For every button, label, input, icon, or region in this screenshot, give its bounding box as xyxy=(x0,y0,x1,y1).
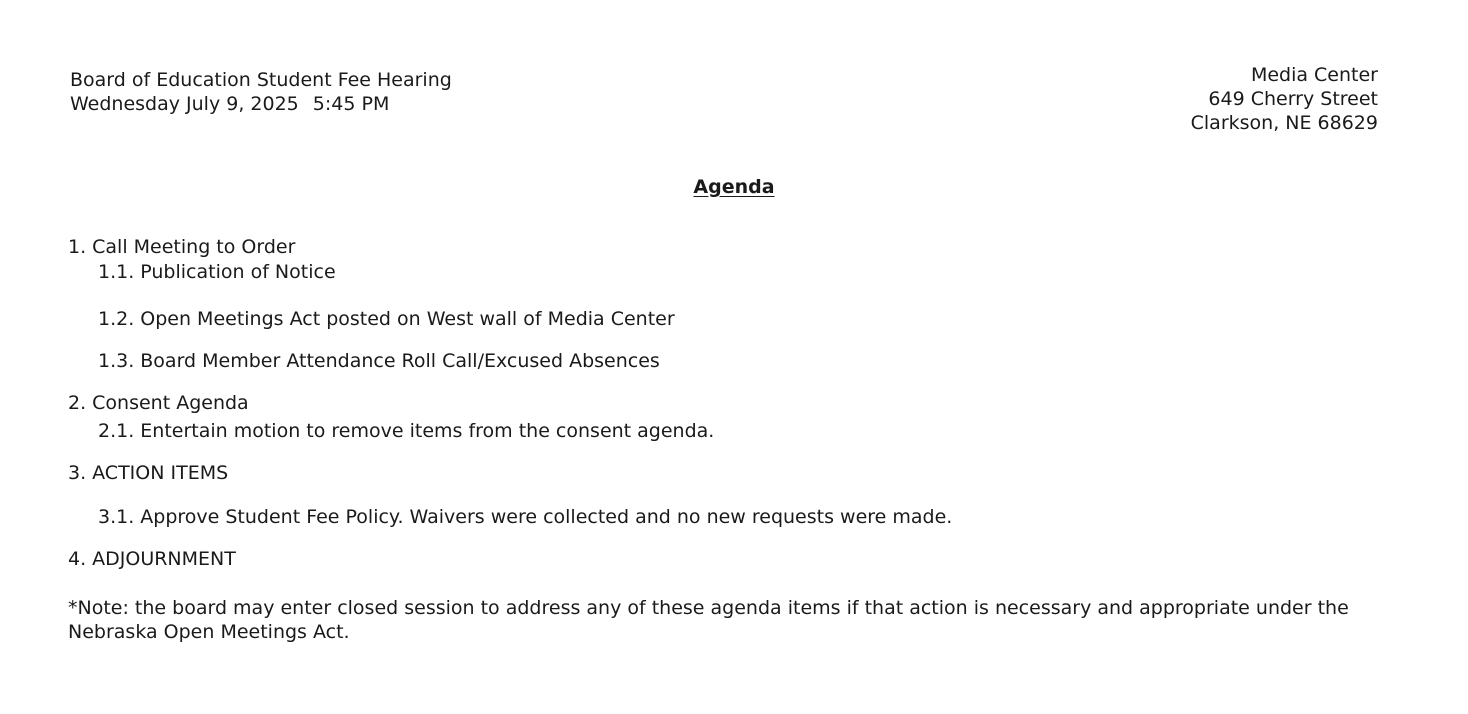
subitem-label: Publication of Notice xyxy=(140,261,336,283)
item-number: 1. xyxy=(68,236,87,258)
item-number: 2. xyxy=(68,392,87,414)
meeting-header xyxy=(70,68,452,116)
agenda-title: Agenda xyxy=(693,176,775,198)
meeting-datetime xyxy=(70,92,452,116)
agenda-subitem-3-1 xyxy=(98,505,952,529)
location-city: Clarkson, NE 68629 xyxy=(1190,112,1378,134)
item-number: 4. xyxy=(68,548,87,570)
item-label: Consent Agenda xyxy=(92,392,249,414)
subitem-number: 1.2. xyxy=(98,308,135,330)
item-label: Call Meeting to Order xyxy=(92,236,296,258)
agenda-subitem-1-1 xyxy=(98,260,336,284)
meeting-date: Wednesday July 9, 2025 xyxy=(70,93,299,115)
location-street: 649 Cherry Street xyxy=(1208,88,1378,110)
subitem-number: 1.1. xyxy=(98,261,135,283)
meeting-time: 5:45 PM xyxy=(312,93,390,115)
agenda-item-2 xyxy=(68,391,249,415)
event-title: Board of Education Student Fee Hearing xyxy=(70,69,452,91)
item-number: 3. xyxy=(68,462,87,484)
subitem-number: 1.3. xyxy=(98,350,135,372)
subitem-label: Board Member Attendance Roll Call/Excused Absences xyxy=(140,350,660,372)
item-label: ACTION ITEMS xyxy=(92,462,229,484)
agenda-subitem-1-2 xyxy=(98,307,675,331)
subitem-label: Open Meetings Act posted on West wall of Media Center xyxy=(140,308,675,330)
subitem-number: 2.1. xyxy=(98,420,135,442)
agenda-item-4 xyxy=(68,547,236,571)
location-room: Media Center xyxy=(1250,64,1378,86)
agenda-item-1 xyxy=(68,235,295,259)
agenda-subitem-1-3 xyxy=(98,349,660,373)
subitem-label: Approve Student Fee Policy. Waivers were collected and no new requests were made. xyxy=(140,506,953,528)
subitem-label: Entertain motion to remove items from the consent agenda. xyxy=(140,420,715,442)
closed-session-note: *Note: the board may enter closed session to address any of these agenda items if that action is necessary and appropriate under the Nebraska Open Meetings Act. xyxy=(68,597,1349,643)
agenda-item-3 xyxy=(68,461,228,485)
subitem-number: 3.1. xyxy=(98,506,135,528)
item-label: ADJOURNMENT xyxy=(92,548,236,570)
agenda-subitem-2-1 xyxy=(98,419,714,443)
meeting-location xyxy=(1191,63,1378,135)
